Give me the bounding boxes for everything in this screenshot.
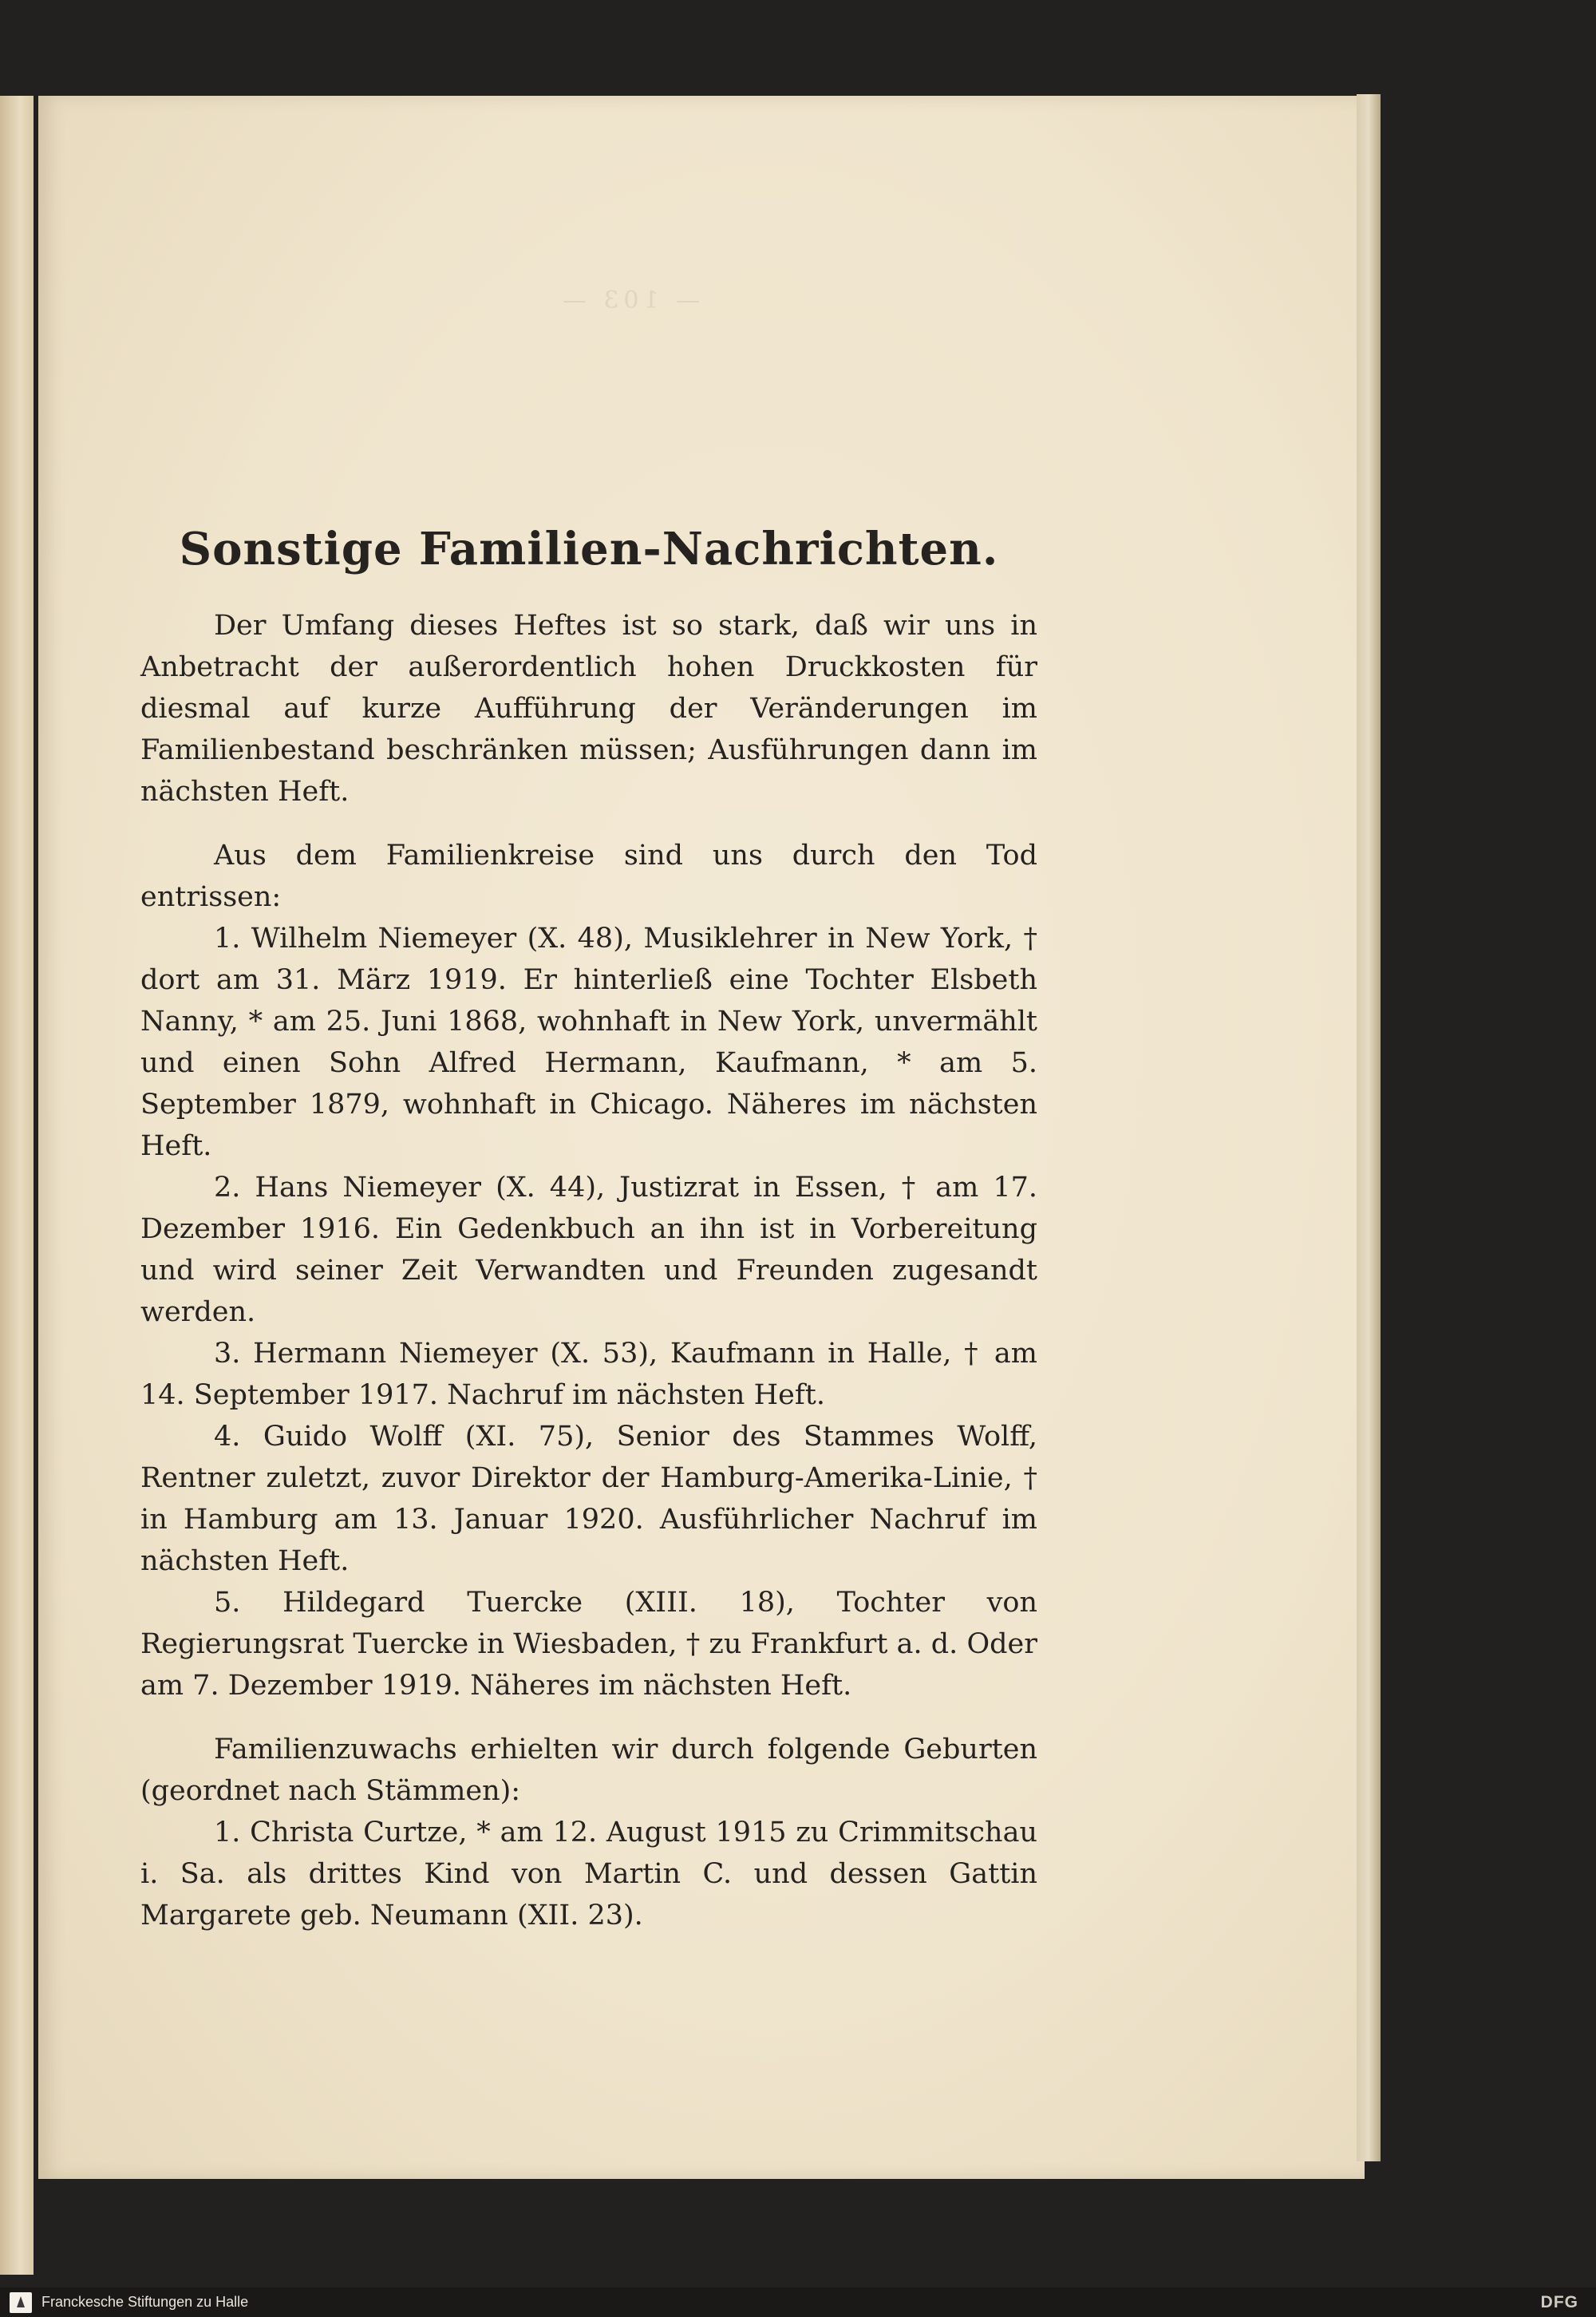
death-entry: 4. Guido Wolff (XI. 75), Senior des Stammes Wolff, Rentner zuletzt, zuvor Direktor der Hamburg-Amerika-Linie, † in Hamburg am 13. Januar 1920. Ausführlicher Nachruf im nächsten Heft. xyxy=(140,1421,1037,1577)
viewer-footer xyxy=(0,2287,1596,2317)
facing-page-edge xyxy=(0,96,34,2275)
article xyxy=(140,511,1037,1936)
article-title: Sonstige Familien-Nachrichten. xyxy=(179,523,999,575)
intro-paragraph: Der Umfang dieses Heftes ist so stark, daß wir uns in Anbetracht der außerordentlich hohen Druckkosten für diesmal auf kurze Aufführung der Veränderungen im Familienbestand beschränken müssen; Ausführungen dann im nächsten Heft. xyxy=(140,610,1037,808)
death-entry: 3. Hermann Niemeyer (X. 53), Kaufmann in Halle, † am 14. September 1917. Nachruf im nächsten Heft. xyxy=(140,1338,1037,1411)
death-entry: 1. Wilhelm Niemeyer (X. 48), Musiklehrer in New York, † dort am 31. März 1919. Er hinterließ eine Tochter Elsbeth Nanny, * am 25. Juni 1868, wohnhaft in New York, unvermählt und einen Sohn Alfred Hermann, Kaufmann, * am 5. September 1879, wohnhaft in Chicago. Näheres im nächsten Heft. xyxy=(140,923,1037,1162)
birth-entry: 1. Christa Curtze, * am 12. August 1915 zu Crimmitschau i. Sa. als drittes Kind von Martin C. und dessen Gattin Margarete geb. Neumann (XII. 23). xyxy=(140,1817,1037,1931)
bleed-page-number: — 103 — xyxy=(557,287,701,314)
institution-name: Franckesche Stiftungen zu Halle xyxy=(41,2294,249,2310)
births-heading: Familienzuwachs erhielten wir durch folgende Geburten (geordnet nach Stämmen): xyxy=(140,1734,1037,1807)
death-entry: 5. Hildegard Tuercke (XIII. 18), Tochter von Regierungsrat Tuercke in Wiesbaden, † zu Frankfurt a. d. Oder am 7. Dezember 1919. Näheres im nächsten Heft. xyxy=(140,1587,1037,1702)
dfg-logo: DFG xyxy=(1540,2293,1578,2311)
death-entry: 2. Hans Niemeyer (X. 44), Justizrat in Essen, † am 17. Dezember 1916. Ein Gedenkbuch an ihn ist in Vorbereitung und wird seiner Zeit Verwandten und Freunden zugesandt werden. xyxy=(140,1172,1037,1328)
deaths-heading: Aus dem Familienkreise sind uns durch den Tod entrissen: xyxy=(140,840,1037,913)
institution-logo-icon xyxy=(10,2292,32,2313)
page-stack-edge xyxy=(1357,94,1381,2161)
